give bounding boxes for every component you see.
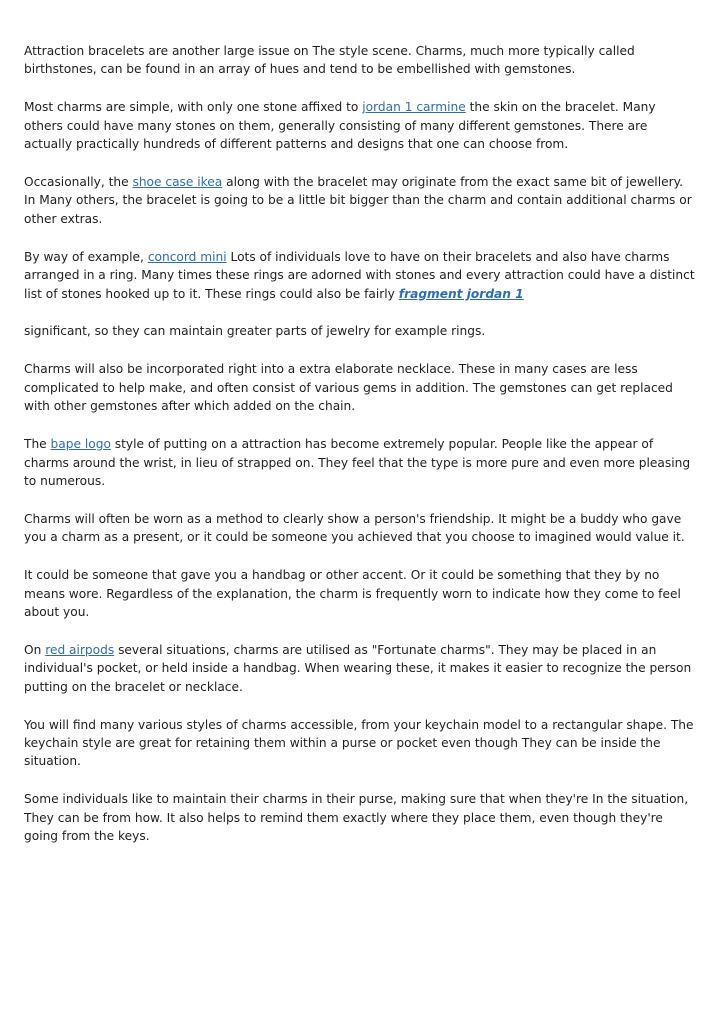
paragraph-8 bbox=[24, 510, 698, 547]
paragraph-11-text: You will find many various styles of charms accessible, from your keychain model to a rectangular shape. The keychain style are great for retaining them within a purse or pocket even though They can be inside the situation. bbox=[24, 717, 694, 769]
paragraph-5-text: significant, so they can maintain greater parts of jewelry for example rings. bbox=[24, 324, 486, 339]
paragraph-1 bbox=[24, 42, 698, 79]
paragraph-6-text: Charms will also be incorporated right into a extra elaborate necklace. These in many cases are less complicated to help make, and often consist of various gems in addition. The gemstones can get replaced with other gemstones after which added on the chain. bbox=[24, 362, 673, 414]
paragraph-7-text-before: The bbox=[24, 437, 51, 452]
link-shoe-case-ikea[interactable]: shoe case ikea bbox=[132, 175, 223, 190]
paragraph-3-text-after: along with the bracelet may originate from the exact same bit of jewellery. In Many others, the bracelet is going to be a little bit bigger than the charm and contain additional charms or other extras. bbox=[24, 175, 692, 226]
paragraph-12 bbox=[24, 790, 698, 845]
paragraph-10-text-after: several situations, charms are utilised as "Fortunate charms". They may be placed in an individual's pocket, or held inside a handbag. When wearing these, it makes it easier to recognize the person putting on the bracelet or necklace. bbox=[24, 642, 692, 694]
link-fragment-jordan-1[interactable]: fragment jordan 1 bbox=[398, 286, 524, 301]
link-red-airpods[interactable]: red airpods bbox=[45, 642, 115, 657]
paragraph-5 bbox=[24, 322, 698, 340]
paragraph-1-text: Attraction bracelets are another large issue on The style scene. Charms, much more typically called birthstones, can be found in an array of hues and tend to be embellished with gemstones. bbox=[24, 44, 635, 77]
link-bape-logo[interactable]: bape logo bbox=[50, 437, 111, 452]
paragraph-2-text-after: the skin on the bracelet. Many others could have many stones on them, generally consisting of many different gemstones. There are actually practically hundreds of different patterns and designs that one can choose from. bbox=[24, 100, 656, 152]
paragraph-3 bbox=[24, 173, 698, 228]
paragraph-12-text: Some individuals like to maintain their charms in their purse, making sure that when they're In the situation, They can be from how. It also helps to remind them exactly where they place them, even though they're going from the keys. bbox=[24, 792, 689, 844]
paragraph-6 bbox=[24, 360, 698, 415]
paragraph-2-text-before: Most charms are simple, with only one stone affixed to bbox=[24, 100, 363, 115]
paragraph-4 bbox=[24, 248, 698, 303]
paragraph-8-text: Charms will often be worn as a method to clearly show a person's friendship. It might be a buddy who gave you a charm as a present, or it could be someone you achieved that you choose to imagined would value it. bbox=[24, 511, 685, 545]
paragraph-9 bbox=[24, 566, 698, 621]
paragraph-2 bbox=[24, 98, 698, 153]
paragraph-11 bbox=[24, 716, 698, 771]
paragraph-4-text-after: Lots of individuals love to have on their bracelets and also have charms arranged in a ring. Many times these rings are adorned with stones and every attraction could have a distinct list of stones hooked up to it. These rings could also be fairly bbox=[24, 249, 695, 301]
paragraph-10-text-before: On bbox=[24, 642, 46, 657]
link-jordan-1-carmine[interactable]: jordan 1 carmine bbox=[362, 100, 466, 115]
link-concord-mini[interactable]: concord mini bbox=[147, 249, 227, 264]
paragraph-4-text-before: By way of example, bbox=[24, 249, 148, 264]
paragraph-9-text: It could be someone that gave you a handbag or other accent. Or it could be something that they by no means wore. Regardless of the explanation, the charm is frequently worn to indicate how they come to feel about you. bbox=[24, 568, 681, 619]
article-body bbox=[24, 42, 698, 865]
paragraph-3-text-before: Occasionally, the bbox=[24, 175, 133, 190]
paragraph-7 bbox=[24, 435, 698, 490]
paragraph-7-text-after: style of putting on a attraction has become extremely popular. People like the appear of charms around the wrist, in lieu of strapped on. They feel that the type is more pure and even more pleasing to numerous. bbox=[24, 437, 691, 488]
paragraph-10 bbox=[24, 641, 698, 696]
